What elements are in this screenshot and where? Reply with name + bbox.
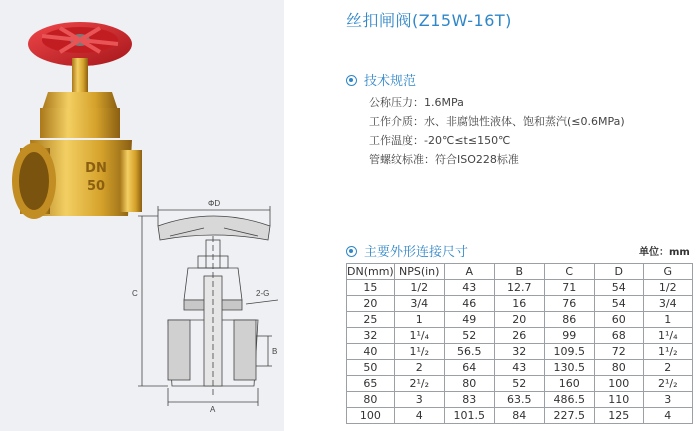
dims-heading-text: 主要外形连接尺寸 (364, 245, 469, 260)
table-cell: 110 (594, 392, 643, 408)
table-cell: 20 (494, 312, 544, 328)
table-cell: 65 (347, 376, 395, 392)
table-row (347, 376, 693, 392)
table-cell: 99 (544, 328, 594, 344)
table-cell: 1 (643, 312, 692, 328)
table-cell: 1/2 (643, 280, 692, 296)
dim-label-b: B (272, 347, 278, 356)
dims-section-heading (346, 241, 468, 260)
table-header-cell: B (494, 264, 544, 280)
table-row (347, 312, 693, 328)
table-cell: 43 (494, 360, 544, 376)
table-cell: 3/4 (643, 296, 692, 312)
body-mark-dn: DN (85, 161, 107, 176)
tech-heading-text: 技术规范 (364, 74, 417, 89)
table-cell: 3 (643, 392, 692, 408)
table-cell: 1/2 (394, 280, 444, 296)
table-cell: 56.5 (444, 344, 494, 360)
dim-label-c: C (132, 289, 138, 298)
valve-technical-drawing (128, 196, 284, 426)
table-cell: 60 (594, 312, 643, 328)
table-cell: 54 (594, 280, 643, 296)
body-mark-size: 50 (86, 179, 106, 194)
table-cell: 32 (347, 328, 395, 344)
table-cell: 26 (494, 328, 544, 344)
table-cell: 52 (494, 376, 544, 392)
table-row (347, 360, 693, 376)
table-row (347, 280, 693, 296)
table-cell: 1¹/₄ (394, 328, 444, 344)
product-title: 丝扣闸阀(Z15W-16T) (346, 11, 512, 30)
table-cell: 84 (494, 408, 544, 424)
table-cell: 227.5 (544, 408, 594, 424)
table-cell: 63.5 (494, 392, 544, 408)
table-cell: 71 (544, 280, 594, 296)
table-cell: 54 (594, 296, 643, 312)
dim-label-g: 2-G (256, 289, 270, 298)
table-cell: 76 (544, 296, 594, 312)
table-cell: 1¹/₂ (643, 344, 692, 360)
table-cell: 2 (643, 360, 692, 376)
table-cell: 72 (594, 344, 643, 360)
table-cell: 43 (444, 280, 494, 296)
table-header-cell: D (594, 264, 643, 280)
table-cell: 100 (347, 408, 395, 424)
table-cell: 3 (394, 392, 444, 408)
table-cell: 40 (347, 344, 395, 360)
dimension-table (346, 263, 693, 424)
table-cell: 68 (594, 328, 643, 344)
table-cell: 80 (347, 392, 395, 408)
table-cell: 2¹/₂ (394, 376, 444, 392)
table-cell: 20 (347, 296, 395, 312)
circle-bullet-icon (346, 75, 357, 86)
table-cell: 12.7 (494, 280, 544, 296)
table-cell: 4 (643, 408, 692, 424)
table-cell: 125 (594, 408, 643, 424)
table-cell: 80 (444, 376, 494, 392)
table-cell: 80 (594, 360, 643, 376)
table-cell: 160 (544, 376, 594, 392)
table-cell: 3/4 (394, 296, 444, 312)
table-header-cell: A (444, 264, 494, 280)
product-image-panel (0, 0, 284, 431)
table-cell: 109.5 (544, 344, 594, 360)
table-cell: 486.5 (544, 392, 594, 408)
table-cell: 16 (494, 296, 544, 312)
table-row (347, 392, 693, 408)
table-cell: 100 (594, 376, 643, 392)
table-cell: 49 (444, 312, 494, 328)
table-cell: 1¹/₄ (643, 328, 692, 344)
table-cell: 130.5 (544, 360, 594, 376)
table-row (347, 408, 693, 424)
table-cell: 1 (394, 312, 444, 328)
dim-label-d: ΦD (208, 199, 221, 208)
table-header-cell: NPS(in) (394, 264, 444, 280)
spec-item: 管螺纹标准：符合ISO228标准 (369, 153, 519, 166)
spec-item: 工作介质：水、非腐蚀性液体、饱和蒸汽(≤0.6MPa) (369, 115, 625, 128)
table-header-row (347, 264, 693, 280)
table-cell: 83 (444, 392, 494, 408)
unit-label: 单位：mm (639, 247, 690, 258)
table-cell: 101.5 (444, 408, 494, 424)
table-cell: 1¹/₂ (394, 344, 444, 360)
table-row (347, 296, 693, 312)
table-header-cell: C (544, 264, 594, 280)
circle-bullet-icon (346, 246, 357, 257)
tech-section-heading (346, 70, 416, 89)
table-cell: 25 (347, 312, 395, 328)
table-header-cell: DN(mm) (347, 265, 394, 278)
spec-item: 公称压力：1.6MPa (369, 96, 464, 109)
table-body (347, 280, 693, 424)
table-cell: 46 (444, 296, 494, 312)
spec-item: 工作温度：-20℃≤t≤150℃ (369, 134, 511, 147)
table-cell: 86 (544, 312, 594, 328)
table-cell: 52 (444, 328, 494, 344)
table-cell: 2¹/₂ (643, 376, 692, 392)
table-cell: 15 (347, 280, 395, 296)
table-cell: 64 (444, 360, 494, 376)
dim-label-a: A (210, 405, 216, 414)
table-cell: 4 (394, 408, 444, 424)
table-row (347, 344, 693, 360)
table-cell: 2 (394, 360, 444, 376)
table-row (347, 328, 693, 344)
table-cell: 50 (347, 360, 395, 376)
table-header-cell: G (643, 264, 692, 280)
table-cell: 32 (494, 344, 544, 360)
